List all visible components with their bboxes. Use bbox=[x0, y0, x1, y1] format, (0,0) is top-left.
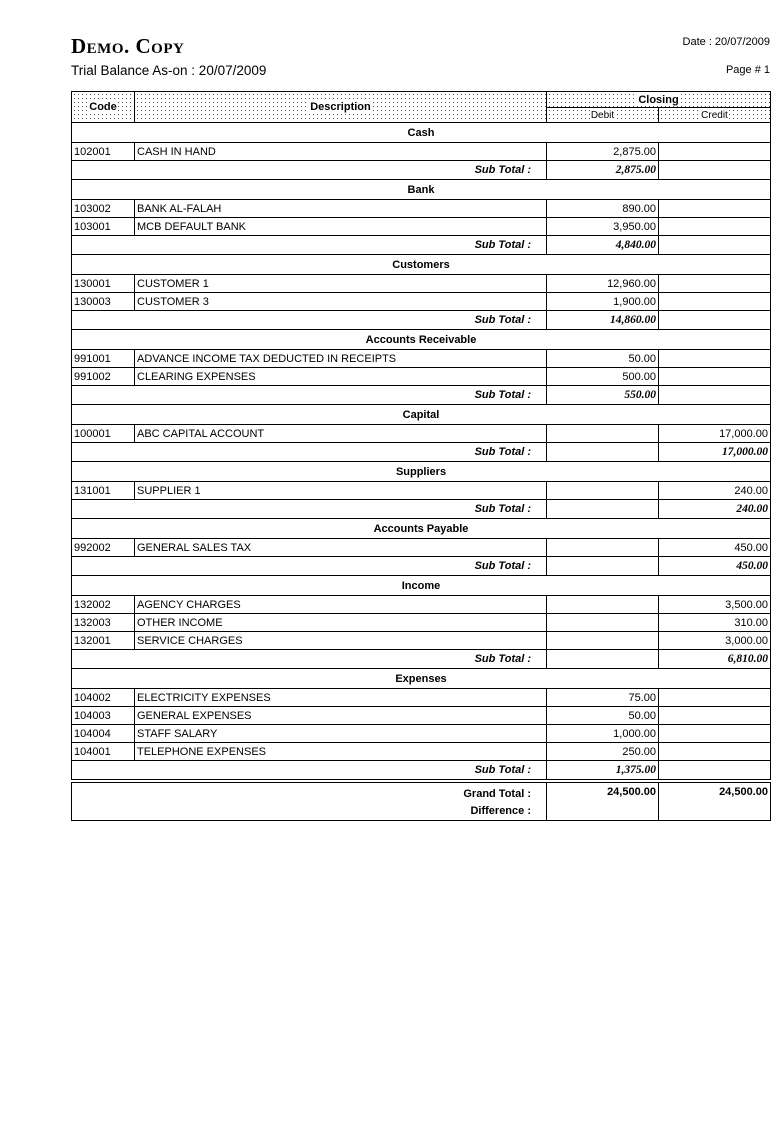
credit-amount bbox=[659, 350, 771, 368]
subtotal-credit: 17,000.00 bbox=[659, 443, 771, 462]
account-row bbox=[72, 482, 771, 500]
group-name: Accounts Receivable bbox=[72, 330, 771, 350]
account-code: 130001 bbox=[72, 275, 135, 293]
account-code: 130003 bbox=[72, 293, 135, 311]
account-code: 132003 bbox=[72, 614, 135, 632]
grand-total-label: Grand Total : bbox=[463, 788, 531, 800]
subtotal-row bbox=[72, 161, 771, 180]
subtotal-label: Sub Total : bbox=[72, 161, 547, 180]
credit-amount bbox=[659, 725, 771, 743]
subtotal-debit bbox=[547, 500, 659, 519]
credit-amount bbox=[659, 689, 771, 707]
debit-amount: 250.00 bbox=[547, 743, 659, 761]
group-header-row bbox=[72, 669, 771, 689]
account-code: 132002 bbox=[72, 596, 135, 614]
debit-amount: 75.00 bbox=[547, 689, 659, 707]
account-description: CASH IN HAND bbox=[135, 143, 547, 161]
group-name: Capital bbox=[72, 405, 771, 425]
closing-column-header: Closing bbox=[547, 92, 771, 108]
subtotal-row bbox=[72, 386, 771, 405]
grand-total-debit: 24,500.00 bbox=[547, 783, 659, 821]
debit-amount bbox=[547, 539, 659, 557]
grand-total-row bbox=[72, 783, 771, 821]
account-code: 991001 bbox=[72, 350, 135, 368]
subtotal-credit bbox=[659, 386, 771, 405]
account-description: STAFF SALARY bbox=[135, 725, 547, 743]
subtotal-label: Sub Total : bbox=[72, 236, 547, 255]
account-description: GENERAL EXPENSES bbox=[135, 707, 547, 725]
credit-amount: 450.00 bbox=[659, 539, 771, 557]
credit-amount bbox=[659, 707, 771, 725]
account-description: ABC CAPITAL ACCOUNT bbox=[135, 425, 547, 443]
debit-amount bbox=[547, 614, 659, 632]
account-description: CLEARING EXPENSES bbox=[135, 368, 547, 386]
credit-amount bbox=[659, 368, 771, 386]
account-code: 131001 bbox=[72, 482, 135, 500]
credit-amount bbox=[659, 200, 771, 218]
credit-amount: 310.00 bbox=[659, 614, 771, 632]
account-row bbox=[72, 539, 771, 557]
subtotal-credit: 450.00 bbox=[659, 557, 771, 576]
group-name: Bank bbox=[72, 180, 771, 200]
debit-amount: 3,950.00 bbox=[547, 218, 659, 236]
grand-total-credit: 24,500.00 bbox=[659, 783, 771, 821]
subtotal-debit: 14,860.00 bbox=[547, 311, 659, 330]
account-description: CUSTOMER 1 bbox=[135, 275, 547, 293]
account-row bbox=[72, 293, 771, 311]
account-description: AGENCY CHARGES bbox=[135, 596, 547, 614]
group-header-row bbox=[72, 330, 771, 350]
subtotal-row bbox=[72, 761, 771, 780]
subtotal-label: Sub Total : bbox=[72, 761, 547, 780]
account-row bbox=[72, 143, 771, 161]
account-row bbox=[72, 689, 771, 707]
account-description: MCB DEFAULT BANK bbox=[135, 218, 547, 236]
group-name: Customers bbox=[72, 255, 771, 275]
description-column-header: Description bbox=[135, 92, 547, 123]
account-row bbox=[72, 350, 771, 368]
debit-amount: 1,900.00 bbox=[547, 293, 659, 311]
group-header-row bbox=[72, 462, 771, 482]
company-name: Demo. Copy bbox=[71, 34, 185, 58]
account-code: 104002 bbox=[72, 689, 135, 707]
subtotal-credit bbox=[659, 311, 771, 330]
account-code: 104004 bbox=[72, 725, 135, 743]
debit-amount: 50.00 bbox=[547, 350, 659, 368]
debit-column-header: Debit bbox=[547, 108, 659, 123]
debit-amount bbox=[547, 482, 659, 500]
debit-amount: 50.00 bbox=[547, 707, 659, 725]
group-header-row bbox=[72, 405, 771, 425]
debit-amount bbox=[547, 596, 659, 614]
subtotal-credit bbox=[659, 161, 771, 180]
difference-label: Difference : bbox=[470, 805, 531, 817]
subtotal-row bbox=[72, 500, 771, 519]
grand-total-labels bbox=[72, 783, 547, 821]
credit-amount: 3,500.00 bbox=[659, 596, 771, 614]
account-description: OTHER INCOME bbox=[135, 614, 547, 632]
credit-amount bbox=[659, 143, 771, 161]
group-header-row bbox=[72, 123, 771, 143]
subtotal-row bbox=[72, 557, 771, 576]
account-description: TELEPHONE EXPENSES bbox=[135, 743, 547, 761]
account-code: 992002 bbox=[72, 539, 135, 557]
account-description: ELECTRICITY EXPENSES bbox=[135, 689, 547, 707]
account-description: CUSTOMER 3 bbox=[135, 293, 547, 311]
debit-amount bbox=[547, 632, 659, 650]
account-code: 104001 bbox=[72, 743, 135, 761]
account-code: 991002 bbox=[72, 368, 135, 386]
credit-amount: 240.00 bbox=[659, 482, 771, 500]
account-code: 104003 bbox=[72, 707, 135, 725]
subtotal-credit bbox=[659, 236, 771, 255]
credit-amount bbox=[659, 275, 771, 293]
group-name: Income bbox=[72, 576, 771, 596]
account-code: 103002 bbox=[72, 200, 135, 218]
subtotal-label: Sub Total : bbox=[72, 311, 547, 330]
account-row bbox=[72, 707, 771, 725]
group-name: Expenses bbox=[72, 669, 771, 689]
credit-amount: 17,000.00 bbox=[659, 425, 771, 443]
group-header-row bbox=[72, 255, 771, 275]
table-body bbox=[72, 123, 771, 780]
account-description: ADVANCE INCOME TAX DEDUCTED IN RECEIPTS bbox=[135, 350, 547, 368]
debit-amount: 890.00 bbox=[547, 200, 659, 218]
trial-balance-table bbox=[71, 91, 771, 821]
credit-amount bbox=[659, 218, 771, 236]
subtotal-row bbox=[72, 443, 771, 462]
account-row bbox=[72, 200, 771, 218]
page-number: Page # 1 bbox=[725, 64, 770, 76]
group-header-row bbox=[72, 519, 771, 539]
group-name: Accounts Payable bbox=[72, 519, 771, 539]
subtotal-debit: 1,375.00 bbox=[547, 761, 659, 780]
account-row bbox=[72, 614, 771, 632]
group-header-row bbox=[72, 576, 771, 596]
group-name: Cash bbox=[72, 123, 771, 143]
report-title: Trial Balance As-on : 20/07/2009 bbox=[71, 63, 267, 78]
credit-column-header: Credit bbox=[659, 108, 771, 123]
subtotal-row bbox=[72, 311, 771, 330]
debit-amount: 12,960.00 bbox=[547, 275, 659, 293]
account-row bbox=[72, 368, 771, 386]
table-header bbox=[72, 92, 771, 123]
subtotal-label: Sub Total : bbox=[72, 500, 547, 519]
account-row bbox=[72, 743, 771, 761]
subtotal-label: Sub Total : bbox=[72, 557, 547, 576]
code-column-header: Code bbox=[72, 92, 135, 123]
group-name: Suppliers bbox=[72, 462, 771, 482]
subtotal-debit: 550.00 bbox=[547, 386, 659, 405]
account-code: 102001 bbox=[72, 143, 135, 161]
debit-amount: 500.00 bbox=[547, 368, 659, 386]
subtotal-row bbox=[72, 650, 771, 669]
account-row bbox=[72, 218, 771, 236]
credit-amount bbox=[659, 743, 771, 761]
report-date: Date : 20/07/2009 bbox=[682, 36, 770, 48]
account-row bbox=[72, 425, 771, 443]
subtotal-credit: 6,810.00 bbox=[659, 650, 771, 669]
account-description: SERVICE CHARGES bbox=[135, 632, 547, 650]
subtotal-debit: 4,840.00 bbox=[547, 236, 659, 255]
subtotal-label: Sub Total : bbox=[72, 443, 547, 462]
subtotal-label: Sub Total : bbox=[72, 650, 547, 669]
account-description: BANK AL-FALAH bbox=[135, 200, 547, 218]
credit-amount bbox=[659, 293, 771, 311]
subtotal-debit bbox=[547, 650, 659, 669]
subtotal-row bbox=[72, 236, 771, 255]
credit-amount: 3,000.00 bbox=[659, 632, 771, 650]
subtotal-credit bbox=[659, 761, 771, 780]
group-header-row bbox=[72, 180, 771, 200]
subtotal-debit bbox=[547, 443, 659, 462]
subtotal-credit: 240.00 bbox=[659, 500, 771, 519]
account-code: 100001 bbox=[72, 425, 135, 443]
debit-amount bbox=[547, 425, 659, 443]
account-row bbox=[72, 275, 771, 293]
totals-section bbox=[72, 780, 771, 821]
account-row bbox=[72, 632, 771, 650]
account-row bbox=[72, 596, 771, 614]
account-code: 103001 bbox=[72, 218, 135, 236]
account-description: SUPPLIER 1 bbox=[135, 482, 547, 500]
account-code: 132001 bbox=[72, 632, 135, 650]
subtotal-label: Sub Total : bbox=[72, 386, 547, 405]
subtotal-debit bbox=[547, 557, 659, 576]
debit-amount: 2,875.00 bbox=[547, 143, 659, 161]
account-description: GENERAL SALES TAX bbox=[135, 539, 547, 557]
debit-amount: 1,000.00 bbox=[547, 725, 659, 743]
account-row bbox=[72, 725, 771, 743]
subtotal-debit: 2,875.00 bbox=[547, 161, 659, 180]
